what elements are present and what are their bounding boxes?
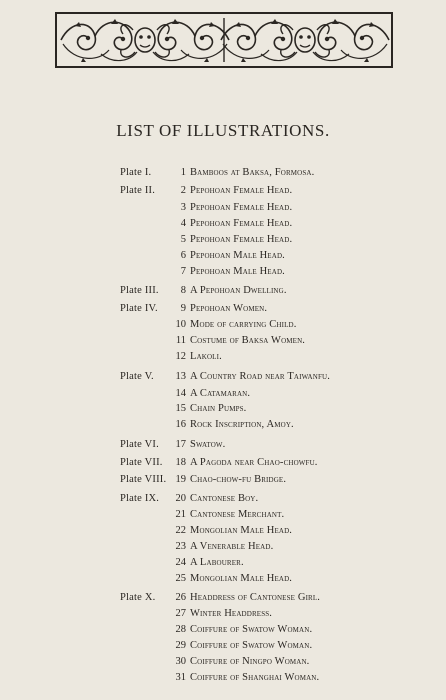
- list-item: [0, 283, 446, 299]
- list-item: [0, 571, 446, 587]
- illustration-caption: Coiffure of Ningpo Woman.: [190, 656, 310, 667]
- illustration-number: 11: [175, 335, 186, 346]
- list-item: [0, 386, 446, 402]
- illustration-caption: Winter Headdress.: [190, 608, 273, 619]
- illustration-caption: Mongolian Male Head.: [190, 573, 293, 584]
- ornamental-headpiece-icon: [55, 12, 393, 68]
- illustration-caption: Pepohoan Male Head.: [190, 266, 285, 277]
- illustration-number: 20: [175, 493, 186, 504]
- list-item: [0, 165, 446, 181]
- illustration-number: 19: [175, 474, 186, 485]
- list-item: [0, 491, 446, 507]
- illustration-number: 14: [175, 388, 186, 399]
- list-item: [0, 417, 446, 433]
- illustration-caption: Costume of Baksa Women.: [190, 335, 306, 346]
- illustration-caption: Mongolian Male Head.: [190, 525, 293, 536]
- illustration-number: 24: [175, 557, 186, 568]
- illustration-caption: Coiffure of Swatow Woman.: [190, 640, 313, 651]
- list-item: [0, 507, 446, 523]
- illustration-number: 18: [175, 457, 186, 468]
- illustration-caption: Chao-chow-fu Bridge.: [190, 474, 287, 485]
- illustration-number: 4: [180, 218, 186, 229]
- list-item: [0, 472, 446, 488]
- illustration-number: 29: [175, 640, 186, 651]
- plate-label: Plate V.: [120, 371, 154, 382]
- illustration-number: 17: [175, 439, 186, 450]
- illustration-caption: Lakoli.: [190, 351, 222, 362]
- list-item: [0, 654, 446, 670]
- illustration-number: 26: [175, 592, 186, 603]
- list-item: [0, 264, 446, 280]
- list-item: [0, 317, 446, 333]
- illustration-caption: Pepohoan Male Head.: [190, 250, 285, 261]
- illustration-caption: Headdress of Cantonese Girl.: [190, 592, 321, 603]
- illustration-number: 12: [175, 351, 186, 362]
- illustration-caption: Coiffure of Shanghai Woman.: [190, 672, 320, 683]
- illustration-number: 31: [175, 672, 186, 683]
- illustration-number: 30: [175, 656, 186, 667]
- list-item: [0, 216, 446, 232]
- illustration-caption: Pepohoan Women.: [190, 303, 268, 314]
- illustration-caption: Pepohoan Female Head.: [190, 185, 293, 196]
- illustration-number: 2: [180, 185, 186, 196]
- illustration-number: 25: [175, 573, 186, 584]
- plate-label: Plate VIII.: [120, 474, 167, 485]
- illustration-number: 15: [175, 403, 186, 414]
- list-item: [0, 590, 446, 606]
- illustration-number: 27: [175, 608, 186, 619]
- illustration-caption: A Pagoda near Chao-chowfu.: [190, 457, 318, 468]
- illustration-caption: Pepohoan Female Head.: [190, 202, 293, 213]
- illustration-number: 22: [175, 525, 186, 536]
- illustration-caption: A Catamaran.: [190, 388, 251, 399]
- illustration-number: 5: [180, 234, 186, 245]
- illustration-number: 10: [175, 319, 186, 330]
- illustration-number: 9: [180, 303, 186, 314]
- list-item: [0, 455, 446, 471]
- plate-label: Plate IV.: [120, 303, 158, 314]
- illustration-caption: Chain Pumps.: [190, 403, 247, 414]
- illustration-caption: Coiffure of Swatow Woman.: [190, 624, 313, 635]
- illustration-caption: Bamboos at Baksa, Formosa.: [190, 167, 315, 178]
- list-item: [0, 523, 446, 539]
- list-item: [0, 248, 446, 264]
- list-item: [0, 606, 446, 622]
- illustration-number: 8: [180, 285, 186, 296]
- list-item: [0, 183, 446, 199]
- plate-label: Plate II.: [120, 185, 156, 196]
- illustration-caption: A Pepohoan Dwelling.: [190, 285, 287, 296]
- plate-label: Plate III.: [120, 285, 159, 296]
- illustration-caption: Rock Inscription, Amoy.: [190, 419, 294, 430]
- list-item: [0, 200, 446, 216]
- plate-label: Plate I.: [120, 167, 152, 178]
- illustration-number: 3: [180, 202, 186, 213]
- list-item: [0, 638, 446, 654]
- illustration-caption: A Country Road near Taiwanfu.: [190, 371, 330, 382]
- illustration-number: 6: [180, 250, 186, 261]
- plate-label: Plate IX.: [120, 493, 160, 504]
- list-item: [0, 369, 446, 385]
- illustration-caption: A Labourer.: [190, 557, 244, 568]
- plate-label: Plate X.: [120, 592, 156, 603]
- illustration-caption: Cantonese Boy.: [190, 493, 259, 504]
- illustration-caption: Pepohoan Female Head.: [190, 234, 293, 245]
- illustration-number: 1: [180, 167, 186, 178]
- page-title: LIST OF ILLUSTRATIONS.: [116, 121, 330, 140]
- list-item: [0, 539, 446, 555]
- illustration-number: 7: [180, 266, 186, 277]
- list-item: [0, 232, 446, 248]
- illustration-number: 16: [175, 419, 186, 430]
- illustration-caption: Pepohoan Female Head.: [190, 218, 293, 229]
- illustration-number: 21: [175, 509, 186, 520]
- list-item: [0, 670, 446, 686]
- list-item: [0, 301, 446, 317]
- illustration-number: 28: [175, 624, 186, 635]
- list-item: [0, 349, 446, 365]
- list-item: [0, 555, 446, 571]
- list-item: [0, 401, 446, 417]
- list-item: [0, 437, 446, 453]
- list-item: [0, 333, 446, 349]
- plate-label: Plate VII.: [120, 457, 163, 468]
- illustration-number: 23: [175, 541, 186, 552]
- plate-label: Plate VI.: [120, 439, 159, 450]
- list-item: [0, 622, 446, 638]
- illustration-caption: Cantonese Merchant.: [190, 509, 285, 520]
- illustration-caption: Mode of carrying Child.: [190, 319, 297, 330]
- illustration-number: 13: [175, 371, 186, 382]
- illustration-caption: A Venerable Head.: [190, 541, 274, 552]
- illustration-caption: Swatow.: [190, 439, 226, 450]
